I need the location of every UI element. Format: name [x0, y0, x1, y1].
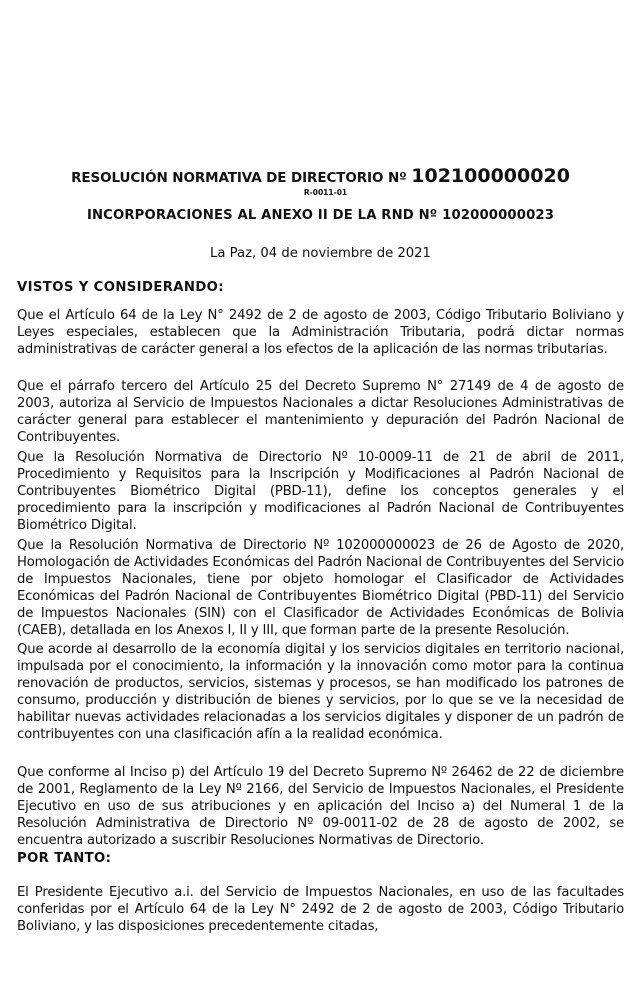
resolution-subtitle: INCORPORACIONES AL ANEXO II DE LA RND Nº 102000000023	[86, 208, 555, 223]
por-tanto-heading: POR TANTO:	[17, 851, 112, 866]
title-block	[17, 165, 624, 197]
paragraph-2: Que el párrafo tercero del Artículo 25 del Decreto Supremo N° 27149 de 4 de agosto de 2003, autoriza al Servicio de Impuestos Nacionales a dictar Resoluciones Administrativas de carácter general para establecer el mantenimiento y depuración del Padrón Nacional de Contribuyentes.	[17, 379, 624, 446]
resolution-title	[17, 165, 624, 189]
document-page	[17, 0, 624, 1000]
vistos-heading: VISTOS Y CONSIDERANDO:	[17, 280, 224, 295]
place-date: La Paz, 04 de noviembre de 2021	[210, 246, 431, 261]
resolution-number: 102100000020	[411, 165, 570, 187]
paragraph-3: Que la Resolución Normativa de Directorio Nº 10-0009-11 de 21 de abril de 2011, Procedimiento y Requisitos para la Inscripción y Modificaciones al Padrón Nacional de Contribuyentes Biométrico Digital (PBD-11), define los conceptos generales y el procedimiento para la inscripción y modificaciones al Padrón Nacional de Contribuyentes Biométrico Digital.	[17, 450, 624, 534]
resolution-title-prefix: RESOLUCIÓN NORMATIVA DE DIRECTORIO Nº	[71, 170, 412, 186]
paragraph-5: Que acorde al desarrollo de la economía digital y los servicios digitales en territorio nacional, impulsada por el conocimiento, la información y la innovación como motor para la continua renovación de productos, servicios, sistemas y procesos, se han modificado los patrones de consumo, producción y distribución de bienes y servicios, por lo que se ve la necesidad de habilitar nuevas actividades relacionadas a los servicios digitales y disponer de un padrón de contribuyentes con una clasificación afín a la realidad económica.	[17, 642, 624, 743]
paragraph-1: Que el Artículo 64 de la Ley N° 2492 de 2 de agosto de 2003, Código Tributario Boliviano y Leyes especiales, establecen que la Administración Tributaria, podrá dictar normas administrativas de carácter general a los efectos de la aplicación de las normas tributarias.	[17, 308, 624, 358]
resolution-code: R-0011-01	[303, 188, 348, 197]
paragraph-6: Que conforme al Inciso p) del Artículo 19 del Decreto Supremo Nº 26462 de 22 de diciembre de 2001, Reglamento de la Ley Nº 2166, del Servicio de Impuestos Nacionales, el Presidente Ejecutivo en uso de sus atribuciones y en aplicación del Inciso a) del Numeral 1 de la Resolución Administrativa de Directorio Nº 09-0011-02 de 28 de agosto de 2002, se encuentra autorizado a suscribir Resoluciones Normativas de Directorio.	[17, 765, 624, 849]
paragraph-7: El Presidente Ejecutivo a.i. del Servicio de Impuestos Nacionales, en uso de las facultades conferidas por el Artículo 64 de la Ley N° 2492 de 2 de agosto de 2003, Código Tributario Boliviano, y las disposiciones precedentemente citadas,	[17, 885, 624, 935]
paragraph-4: Que la Resolución Normativa de Directorio Nº 102000000023 de 26 de Agosto de 2020, Homologación de Actividades Económicas del Padrón Nacional de Contribuyentes del Servicio de Impuestos Nacionales, tiene por objeto homologar el Clasificador de Actividades Económicas del Padrón Nacional de Contribuyentes Biométrico Digital (PBD-11) del Servicio de Impuestos Nacionales (SIN) con el Clasificador de Actividades Económicas de Bolivia (CAEB), detallada en los Anexos I, II y III, que forman parte de la presente Resolución.	[17, 538, 625, 639]
